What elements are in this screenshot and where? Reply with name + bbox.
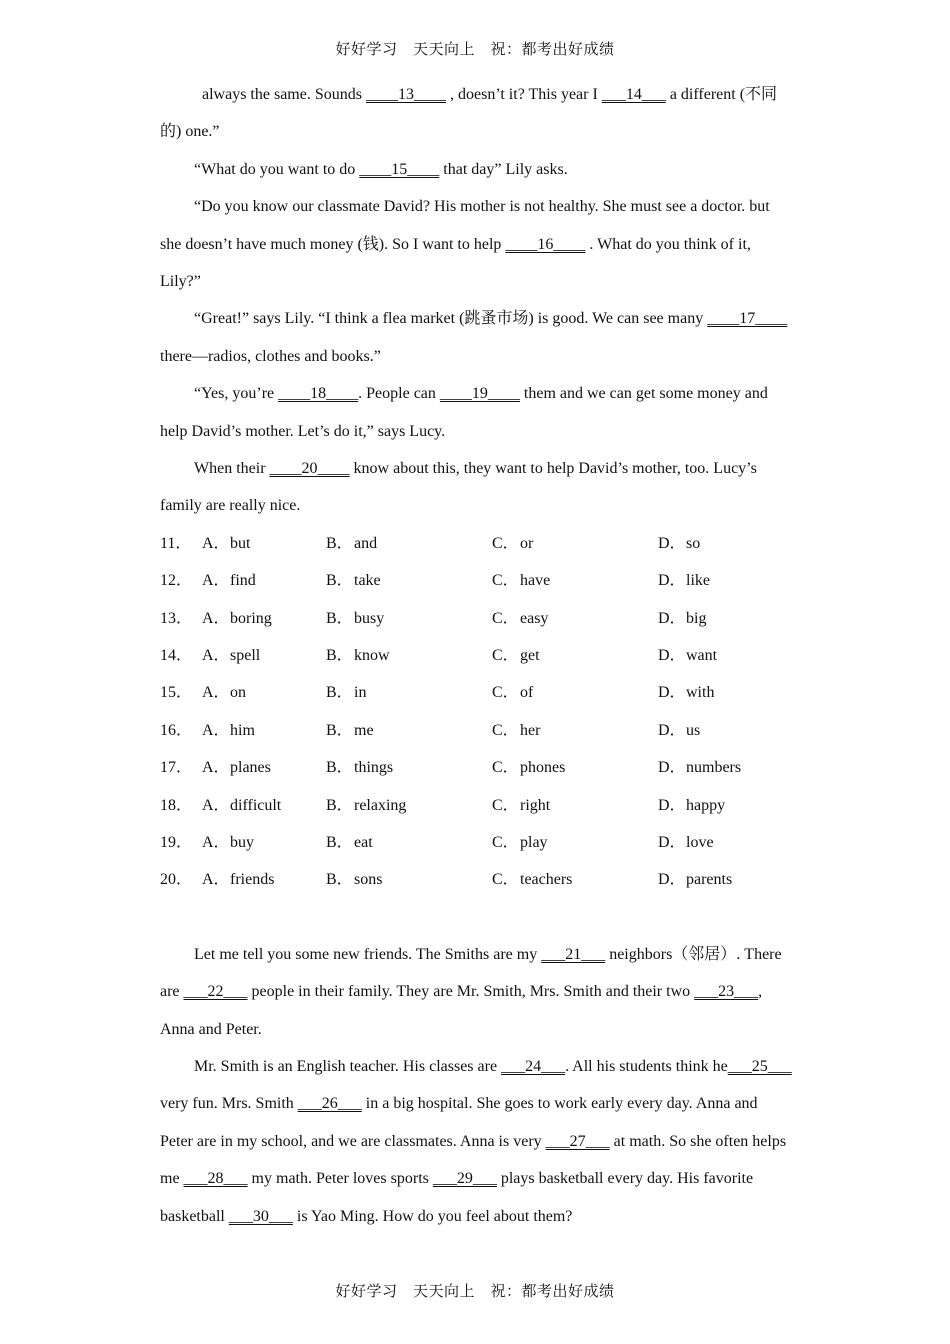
- passage1-paragraph-1: [160, 76, 792, 151]
- text: very fun. Mrs. Smith: [160, 1095, 298, 1113]
- blank-26: ___26___: [297, 1095, 362, 1113]
- option-letter: A．: [202, 572, 230, 590]
- option-letter: D．: [658, 871, 686, 889]
- option-text: or: [520, 534, 534, 552]
- document-body: [160, 76, 792, 1235]
- question-number: 11．: [160, 534, 192, 552]
- option-b: [326, 861, 492, 898]
- text: people in their family. They are Mr. Smith, Mrs. Smith and their two: [247, 983, 695, 1001]
- option-text: take: [354, 572, 381, 590]
- option-b: [326, 787, 492, 824]
- option-text: boring: [230, 609, 272, 627]
- page-footer: 好好学习 天天向上 祝：都考出好成绩: [335, 1282, 615, 1300]
- option-d: [658, 600, 792, 637]
- passage1-paragraph-3: [160, 188, 792, 300]
- option-text: things: [354, 759, 394, 777]
- option-c: [492, 637, 658, 674]
- option-c: [492, 674, 658, 711]
- question-number: 17．: [160, 759, 193, 777]
- option-text: numbers: [686, 759, 742, 777]
- option-a: [202, 637, 326, 674]
- option-c: [492, 749, 658, 786]
- option-letter: B．: [326, 572, 353, 590]
- option-text: like: [686, 572, 710, 590]
- text: . All his students think he: [565, 1058, 728, 1075]
- option-text: us: [686, 721, 701, 739]
- option-text: difficult: [230, 796, 282, 814]
- option-letter: B．: [326, 834, 353, 851]
- option-b: [326, 600, 492, 637]
- question-row: [160, 600, 792, 637]
- page-header: 好好学习 天天向上 祝：都考出好成绩: [335, 40, 615, 58]
- option-text: play: [520, 834, 548, 851]
- option-b: [326, 674, 492, 711]
- question-options-list: [160, 525, 792, 899]
- option-text: teachers: [520, 871, 573, 889]
- option-d: [658, 562, 792, 599]
- option-letter: A．: [202, 684, 230, 702]
- option-c: [492, 712, 658, 749]
- option-letter: D．: [658, 534, 686, 552]
- text: my math. Peter loves sports: [247, 1170, 433, 1188]
- option-text: know: [354, 647, 390, 665]
- option-letter: C．: [492, 647, 519, 665]
- section-gap: [160, 899, 792, 936]
- option-a: [202, 525, 326, 562]
- option-b: [326, 712, 492, 749]
- blank-25: ___25___: [727, 1058, 792, 1075]
- option-a: [202, 562, 326, 599]
- question-number: 13．: [160, 609, 193, 627]
- option-text: phones: [520, 759, 566, 777]
- option-letter: A．: [202, 647, 230, 665]
- option-text: on: [230, 684, 246, 702]
- option-text: busy: [354, 609, 385, 627]
- question-row: [160, 787, 792, 824]
- option-letter: C．: [492, 609, 519, 627]
- option-text: spell: [230, 647, 261, 665]
- option-c: [492, 525, 658, 562]
- option-letter: D．: [658, 647, 686, 665]
- question-row: [160, 712, 792, 749]
- text: is Yao Ming. How do you feel about them?: [292, 1207, 573, 1225]
- option-text: parents: [686, 871, 733, 889]
- option-letter: D．: [658, 796, 686, 814]
- question-number: 18．: [160, 796, 193, 814]
- passage1-paragraph-6: [160, 450, 792, 525]
- option-a: [202, 712, 326, 749]
- option-letter: C．: [492, 684, 519, 702]
- text: Mr. Smith is an English teacher. His classes are: [194, 1058, 502, 1075]
- option-text: planes: [230, 759, 271, 777]
- question-row: [160, 749, 792, 786]
- option-text: easy: [520, 609, 549, 627]
- option-letter: A．: [202, 721, 230, 739]
- blank-17: ____17____: [707, 310, 788, 328]
- option-letter: D．: [658, 609, 686, 627]
- text: When their: [194, 460, 270, 478]
- blank-20: ____20____: [269, 460, 350, 478]
- option-d: [658, 525, 792, 562]
- option-letter: B．: [326, 647, 353, 665]
- text: Let me tell you some new friends. The Smiths are my: [194, 945, 542, 963]
- text: “What do you want to do: [194, 160, 360, 178]
- question-number: 19．: [160, 834, 193, 851]
- option-b: [326, 637, 492, 674]
- option-letter: A．: [202, 534, 230, 552]
- text: “Great!” says Lily. “I think a flea market (跳蚤市场) is good. We can see many: [194, 310, 708, 328]
- passage1-paragraph-5: [160, 375, 792, 450]
- option-text: her: [520, 721, 541, 739]
- option-text: right: [520, 796, 551, 814]
- text: . What do you think of it, Lily?”: [160, 235, 751, 291]
- option-letter: D．: [658, 759, 686, 777]
- text: . People can: [358, 385, 440, 403]
- text: “Do you know our classmate David? His mother is not healthy. She must see a doctor. but she doesn’t have much money (钱). So I want to help: [160, 198, 770, 253]
- blank-23: ___23___: [694, 983, 759, 1001]
- option-text: with: [686, 684, 715, 702]
- option-letter: C．: [492, 834, 519, 851]
- option-b: [326, 525, 492, 562]
- option-text: so: [686, 534, 701, 552]
- option-text: find: [230, 572, 256, 590]
- passage1-paragraph-4: [160, 300, 792, 375]
- option-text: in: [354, 684, 367, 702]
- option-c: [492, 787, 658, 824]
- option-c: [492, 824, 658, 861]
- question-number: 12．: [160, 572, 193, 590]
- option-d: [658, 861, 792, 898]
- text: them and we can get some money and help David’s mother. Let’s do it,” says Lucy.: [160, 385, 768, 440]
- option-letter: A．: [202, 796, 230, 814]
- blank-14: ___14___: [601, 86, 666, 103]
- option-letter: D．: [658, 572, 686, 590]
- option-text: him: [230, 721, 255, 739]
- option-c: [492, 600, 658, 637]
- text: neighbors（邻居）. There are: [160, 945, 782, 1001]
- question-number: 20．: [160, 871, 193, 889]
- question-row: [160, 861, 792, 898]
- option-text: want: [686, 647, 718, 665]
- option-text: but: [230, 534, 251, 552]
- question-number: 15．: [160, 684, 193, 702]
- option-text: love: [686, 834, 714, 851]
- question-row: [160, 824, 792, 861]
- option-letter: A．: [202, 759, 230, 777]
- option-text: of: [520, 684, 534, 702]
- text: “Yes, you’re: [194, 385, 279, 403]
- blank-27: ___27___: [545, 1132, 610, 1150]
- option-b: [326, 824, 492, 861]
- passage2-paragraph-1: [160, 936, 792, 1048]
- text: in a big hospital. She goes to work early every day. Anna and Peter are in my school, and we are classmates. Anna is very: [160, 1095, 758, 1150]
- passage2-paragraph-2: [160, 1048, 792, 1235]
- option-letter: C．: [492, 534, 519, 552]
- question-number: 16．: [160, 721, 193, 739]
- option-d: [658, 749, 792, 786]
- option-letter: D．: [658, 834, 686, 851]
- option-text: eat: [354, 834, 373, 851]
- option-text: sons: [354, 871, 383, 889]
- option-d: [658, 637, 792, 674]
- blank-22: ___22___: [183, 983, 248, 1001]
- option-letter: C．: [492, 759, 519, 777]
- option-d: [658, 674, 792, 711]
- blank-29: ___29___: [432, 1170, 497, 1188]
- option-letter: D．: [658, 684, 686, 702]
- option-a: [202, 787, 326, 824]
- text: always the same. Sounds: [202, 86, 366, 103]
- blank-21: ___21___: [541, 945, 606, 963]
- blank-15: ____15____: [359, 160, 440, 178]
- question-row: [160, 525, 792, 562]
- option-text: buy: [230, 834, 254, 851]
- option-b: [326, 562, 492, 599]
- option-d: [658, 712, 792, 749]
- text: know about this, they want to help David’s mother, too. Lucy’s family are really nice.: [160, 460, 757, 515]
- option-letter: C．: [492, 871, 519, 889]
- question-row: [160, 637, 792, 674]
- text: that day” Lily asks.: [439, 160, 568, 178]
- blank-28: ___28___: [183, 1170, 248, 1188]
- option-letter: B．: [326, 721, 353, 739]
- option-letter: C．: [492, 796, 519, 814]
- question-row: [160, 562, 792, 599]
- text: at math. So she often helps me: [160, 1132, 787, 1188]
- option-b: [326, 749, 492, 786]
- option-letter: C．: [492, 572, 519, 590]
- option-text: happy: [686, 796, 726, 814]
- option-text: relaxing: [354, 796, 407, 814]
- blank-16: ____16____: [505, 235, 586, 253]
- blank-30: ___30___: [228, 1207, 293, 1225]
- option-a: [202, 861, 326, 898]
- option-c: [492, 861, 658, 898]
- option-letter: B．: [326, 684, 353, 702]
- blank-13: ____13____: [365, 86, 446, 103]
- option-letter: A．: [202, 871, 230, 889]
- text: plays basketball every day. His favorite basketball: [160, 1170, 754, 1225]
- option-text: friends: [230, 871, 275, 889]
- option-a: [202, 749, 326, 786]
- question-number: 14．: [160, 647, 193, 665]
- text: there—radios, clothes and books.”: [160, 347, 381, 365]
- option-d: [658, 787, 792, 824]
- blank-18: ____18____: [278, 385, 359, 403]
- option-letter: B．: [326, 609, 353, 627]
- option-letter: A．: [202, 609, 230, 627]
- option-letter: B．: [326, 871, 353, 889]
- blank-19: ____19____: [439, 385, 520, 403]
- text: , Anna and Peter.: [160, 983, 763, 1038]
- option-text: get: [520, 647, 540, 665]
- option-d: [658, 824, 792, 861]
- option-a: [202, 600, 326, 637]
- option-text: me: [354, 721, 374, 739]
- option-a: [202, 824, 326, 861]
- option-letter: A．: [202, 834, 230, 851]
- option-letter: B．: [326, 796, 353, 814]
- text: a different (不同的) one.”: [160, 86, 778, 141]
- question-row: [160, 674, 792, 711]
- option-text: have: [520, 572, 551, 590]
- blank-24: ___24___: [501, 1058, 566, 1075]
- text: , doesn’t it? This year I: [445, 86, 602, 103]
- option-text: big: [686, 609, 707, 627]
- option-text: and: [354, 534, 378, 552]
- option-letter: D．: [658, 721, 686, 739]
- option-c: [492, 562, 658, 599]
- option-letter: B．: [326, 534, 353, 552]
- option-a: [202, 674, 326, 711]
- option-letter: B．: [326, 759, 353, 777]
- passage1-paragraph-2: [160, 151, 792, 188]
- option-letter: C．: [492, 721, 519, 739]
